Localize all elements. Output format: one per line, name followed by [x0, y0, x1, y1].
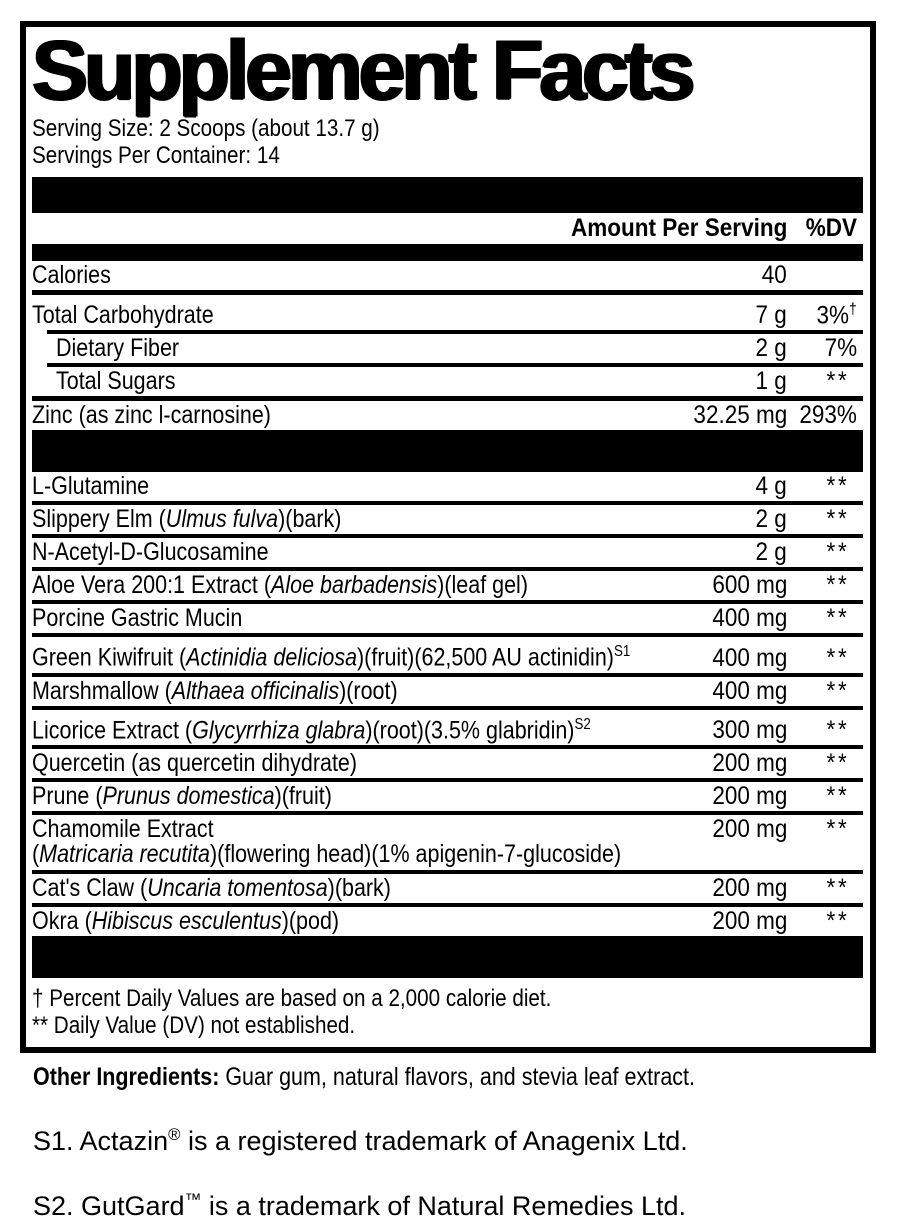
nutrient-row [32, 334, 863, 363]
nutrient-row [32, 295, 863, 330]
amount-value: 200 mg [711, 906, 787, 935]
nutrient-name: Zinc (as zinc l-carnosine) [32, 401, 271, 430]
nutrient-row [32, 782, 863, 811]
panel-title: Supplement Facts [32, 23, 692, 117]
amount-value: 200 mg [711, 814, 787, 843]
nutrient-row [32, 749, 863, 778]
nutrient-name: Green Kiwifruit (Actinidia deliciosa)(fruit)(62,500 AU actinidin)$^{S1}$ [32, 643, 631, 672]
nutrient-row [32, 367, 863, 396]
amount-per-serving-header: Amount Per Serving [570, 214, 787, 242]
amount-value: 7 g [755, 301, 787, 330]
other-ingredients-line [33, 1063, 897, 1092]
nutrient-row [32, 677, 863, 706]
amount-value: 200 mg [711, 873, 787, 902]
amount-value: 300 mg [711, 715, 787, 744]
section-divider-bar [32, 936, 863, 978]
amount-value: 200 mg [711, 781, 787, 810]
nutrient-row [32, 538, 863, 567]
dv-value: ** [826, 781, 849, 810]
nutrient-name: Chamomile Extract [32, 814, 214, 843]
serving-size-line: Serving Size: 2 Scoops (about 13.7 g) [32, 115, 380, 142]
amount-value: 1 g [755, 367, 787, 396]
other-ingredients-label: Other Ingredients: [33, 1062, 220, 1091]
dv-value: ** [826, 748, 849, 777]
dv-value: ** [826, 505, 849, 534]
amount-value: 4 g [755, 472, 787, 501]
amount-value: 40 [761, 261, 787, 289]
dv-value: 3%† [816, 301, 857, 330]
nutrient-row [32, 710, 863, 745]
supplement-facts-panel [20, 21, 876, 1053]
section-divider-bar [32, 244, 863, 261]
nutrient-row [32, 401, 863, 430]
dv-value: ** [826, 676, 849, 705]
percent-dv-header: %DV [805, 214, 857, 242]
section-divider-bar [32, 177, 863, 213]
footnotes [32, 985, 863, 1039]
amount-value: 400 mg [711, 676, 787, 705]
dv-value: 7% [824, 334, 857, 363]
dv-value: ** [826, 643, 849, 672]
dv-value: ** [826, 604, 849, 633]
nutrient-name: Total Sugars [56, 367, 176, 396]
amount-value: 2 g [755, 505, 787, 534]
nutrient-name: Licorice Extract (Glycyrrhiza glabra)(root)(3.5% glabridin)$^{S2}$ [32, 715, 591, 744]
nutrient-name: Slippery Elm (Ulmus fulva)(bark) [32, 505, 342, 534]
amount-value: 2 g [755, 334, 787, 363]
supplement-label-page [0, 21, 897, 1221]
other-ingredients-text: Guar gum, natural flavors, and stevia leaf extract. [225, 1062, 695, 1091]
dv-value [787, 262, 863, 289]
nutrient-name: L-Glutamine [32, 472, 150, 501]
nutrient-row [32, 637, 863, 672]
dv-value: ** [826, 367, 849, 396]
column-header-row [32, 213, 863, 244]
dv-value: 293% [799, 401, 857, 430]
below-panel-text [33, 1063, 897, 1222]
footnote-asterisks: ** Daily Value (DV) not established. [32, 1011, 356, 1039]
nutrient-row [32, 505, 863, 534]
nutrient-name: Porcine Gastric Mucin [32, 604, 243, 633]
nutrient-name: Marshmallow (Althaea officinalis)(root) [32, 676, 398, 705]
nutrient-name: Prune (Prunus domestica)(fruit) [32, 781, 332, 810]
dv-value: ** [826, 906, 849, 935]
nutrient-row [32, 874, 863, 903]
amount-value: 400 mg [711, 643, 787, 672]
section-divider-bar [32, 430, 863, 472]
servings-per-container-line: Servings Per Container: 14 [32, 142, 280, 169]
nutrient-name: Aloe Vera 200:1 Extract (Aloe barbadensis)(leaf gel) [32, 571, 528, 600]
amount-value: 600 mg [711, 571, 787, 600]
nutrient-row [32, 472, 863, 501]
nutrient-rows [32, 261, 863, 978]
amount-value: 2 g [755, 538, 787, 567]
nutrient-name: Okra (Hibiscus esculentus)(pod) [32, 906, 340, 935]
nutrient-row [32, 261, 863, 290]
nutrient-name: Quercetin (as quercetin dihydrate) [32, 748, 358, 777]
dv-value: ** [826, 538, 849, 567]
nutrient-name: Total Carbohydrate [32, 301, 214, 330]
trademark-line-s2: S2. GutGard™ is a trademark of Natural Remedies Ltd. [33, 1189, 687, 1221]
nutrient-name: Calories [32, 261, 111, 289]
dv-value: ** [826, 571, 849, 600]
trademark-line-s1: S1. Actazin® is a registered trademark of Anagenix Ltd. [33, 1124, 688, 1156]
nutrient-name-continued: (Matricaria recutita)(flowering head)(1% apigenin-7-glucoside) [32, 839, 622, 868]
nutrient-name: N-Acetyl-D-Glucosamine [32, 538, 269, 567]
dv-value: ** [826, 715, 849, 744]
amount-value: 400 mg [711, 604, 787, 633]
dv-value: ** [826, 814, 849, 843]
nutrient-name: Dietary Fiber [56, 334, 180, 363]
footnote-dagger: † Percent Daily Values are based on a 2,000 calorie diet. [32, 984, 552, 1012]
nutrient-row [32, 907, 863, 936]
amount-value: 32.25 mg [693, 401, 787, 430]
dv-value: ** [826, 873, 849, 902]
trademark-notes [33, 1125, 897, 1222]
nutrient-row [32, 571, 863, 600]
nutrient-name: Cat's Claw (Uncaria tomentosa)(bark) [32, 873, 391, 902]
amount-value: 200 mg [711, 748, 787, 777]
nutrient-row [32, 604, 863, 633]
dv-value: ** [826, 472, 849, 501]
